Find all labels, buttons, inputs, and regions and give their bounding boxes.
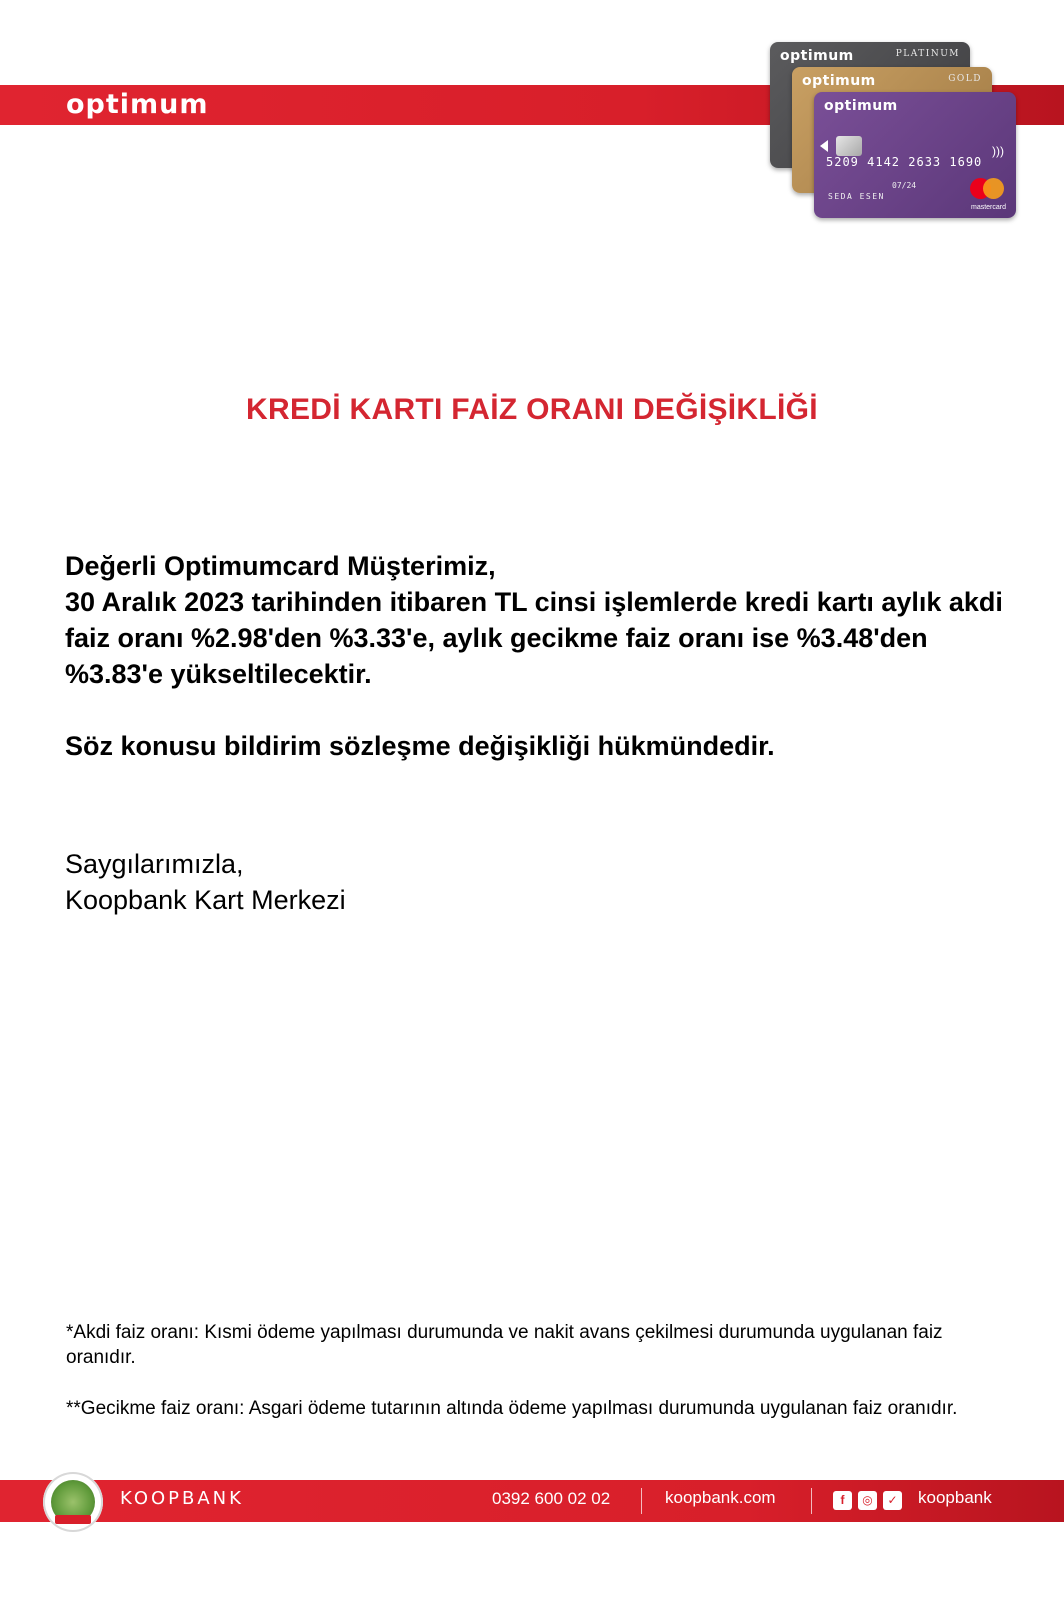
rate-change-paragraph: 30 Aralık 2023 tarihinden itibaren TL cinsi işlemlerde kredi kartı aylık akdi faiz oranı %2.98'den %3.33'e, aylık gecikme faiz oranı ise %3.48'den %3.83'e yükseltilecektir. (65, 587, 1003, 689)
chip-icon (836, 136, 862, 156)
footnotes (66, 1320, 1016, 1421)
koopbank-seal-icon (43, 1472, 103, 1532)
instagram-icon[interactable]: ◎ (858, 1491, 877, 1510)
card-holder: SEDA ESEN (828, 192, 885, 201)
closing (65, 846, 346, 918)
card-expiry: 07/24 (892, 181, 917, 190)
card-logo: optimum (824, 98, 898, 114)
card-number: 5209 4142 2633 1690 (826, 155, 983, 169)
website-link[interactable]: koopbank.com (665, 1488, 776, 1507)
facebook-icon[interactable]: f (833, 1491, 852, 1510)
page-title: KREDİ KARTI FAİZ ORANI DEĞİŞİKLİĞİ (246, 393, 818, 426)
card-tier: GOLD (948, 74, 982, 84)
mastercard-icon (970, 178, 1004, 200)
card-network: mastercard (970, 204, 1006, 211)
twitter-icon[interactable]: ✓ (883, 1491, 902, 1510)
closing-line-1: Saygılarımızla, (65, 849, 244, 879)
card-logo: optimum (802, 73, 876, 89)
bank-name: KOOPBANK (120, 1488, 244, 1509)
footnote-1: *Akdi faiz oranı: Kısmi ödeme yapılması durumunda ve nakit avans çekilmesi durumunda uygulanan faiz oranıdır. (66, 1322, 943, 1368)
closing-line-2: Koopbank Kart Merkezi (65, 885, 346, 915)
arrow-icon (820, 140, 828, 152)
card-stack-image (770, 42, 1020, 227)
notice-body (65, 548, 1025, 764)
contract-note: Söz konusu bildirim sözleşme değişikliği hükmündedir. (65, 731, 775, 761)
divider (811, 1488, 812, 1514)
phone-number[interactable]: 0392 600 02 02 (492, 1489, 611, 1508)
purple-card (814, 92, 1016, 218)
contactless-icon: ))) (992, 144, 1004, 158)
optimum-logo: optimum (66, 89, 209, 120)
social-handle[interactable]: koopbank (918, 1488, 992, 1507)
card-tier: PLATINUM (895, 49, 960, 59)
divider (641, 1488, 642, 1514)
card-logo: optimum (780, 48, 854, 64)
greeting: Değerli Optimumcard Müşterimiz, (65, 551, 496, 581)
footnote-2: **Gecikme faiz oranı: Asgari ödeme tutarının altında ödeme yapılması durumunda uygulanan faiz oranıdır. (66, 1398, 958, 1419)
